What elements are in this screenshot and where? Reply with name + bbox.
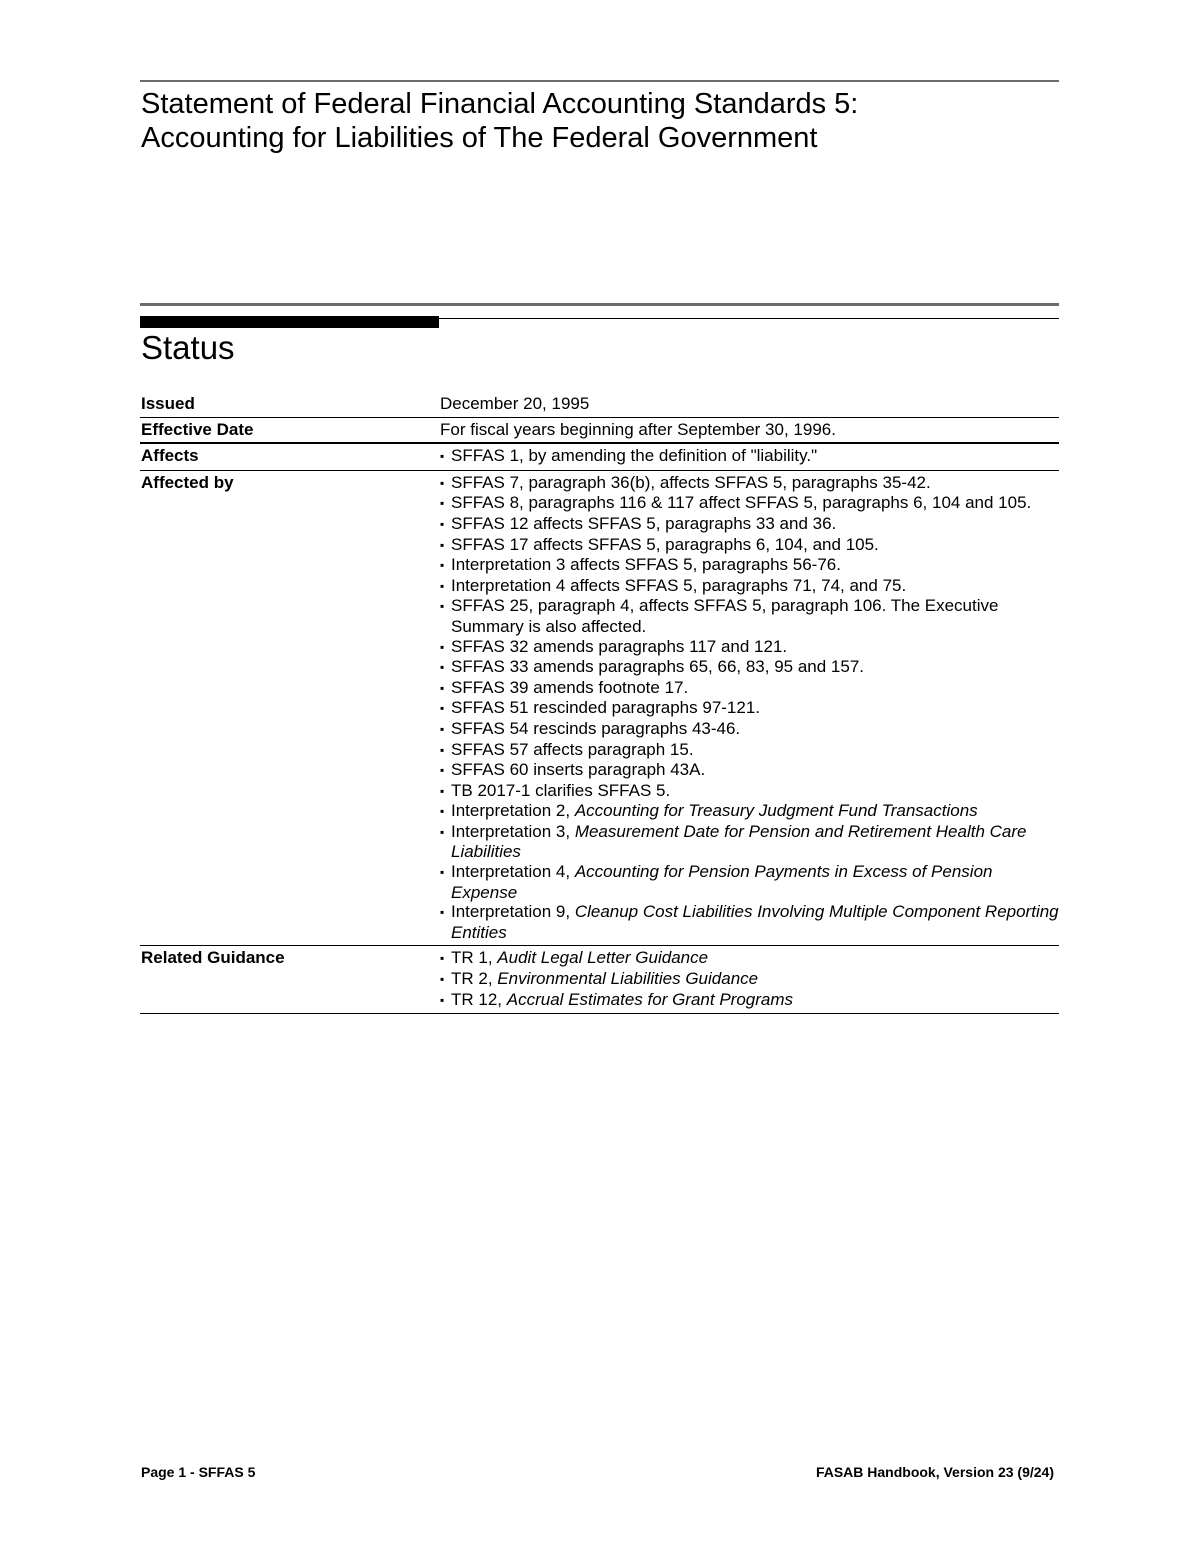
list-item: ▪ TR 12, Accrual Estimates for Grant Programs xyxy=(440,990,1059,1011)
affects-label: Affects xyxy=(141,446,199,466)
document-title xyxy=(141,87,1071,155)
row-related-guidance xyxy=(140,946,1059,1014)
status-heading: Status xyxy=(141,329,235,366)
footer-page-number: Page 1 - SFFAS 5 xyxy=(141,1464,256,1480)
list-item: ▪ TB 2017-1 clarifies SFFAS 5. xyxy=(440,781,1059,802)
status-bar xyxy=(140,316,439,328)
list-item: ▪ Interpretation 4 affects SFFAS 5, paragraphs 71, 74, and 75. xyxy=(440,576,1059,597)
related-list xyxy=(440,948,1059,1010)
document-title-ref: Accounting for Treasury Judgment Fund Transactions xyxy=(574,801,978,821)
title-line-2: Accounting for Liabilities of The Federal Government xyxy=(141,122,818,154)
issued-label: Issued xyxy=(141,394,195,413)
list-item: ▪ SFFAS 51 rescinded paragraphs 97-121. xyxy=(440,698,1059,719)
document-title-ref: Environmental Liabilities Guidance xyxy=(497,969,759,989)
list-item: ▪ SFFAS 57 affects paragraph 15. xyxy=(440,740,1059,761)
list-item: ▪ Interpretation 2, Accounting for Treasury Judgment Fund Transactions xyxy=(440,801,1059,822)
related-label: Related Guidance xyxy=(141,948,285,968)
list-item: ▪ SFFAS 7, paragraph 36(b), affects SFFAS 5, paragraphs 35-42. xyxy=(440,473,1059,494)
list-item: ▪ Interpretation 4, Accounting for Pension Payments in Excess of Pension Expense xyxy=(440,862,1059,902)
list-item: ▪ Interpretation 3, Measurement Date for Pension and Retirement Health Care Liabilities xyxy=(440,822,1059,862)
list-item: ▪ TR 2, Environmental Liabilities Guidance xyxy=(440,969,1059,990)
document-title-ref: Accounting for Pension Payments in Excess of Pension Expense xyxy=(451,862,993,902)
list-item: ▪ TR 1, Audit Legal Letter Guidance xyxy=(440,948,1059,969)
document-title-ref: Cleanup Cost Liabilities Involving Multiple Component Reporting Entities xyxy=(451,902,1059,942)
row-affects xyxy=(140,443,1059,470)
issued-value: December 20, 1995 xyxy=(440,394,590,413)
list-item: ▪ SFFAS 39 amends footnote 17. xyxy=(440,678,1059,699)
list-item: ▪ SFFAS 32 amends paragraphs 117 and 121. xyxy=(440,637,1059,658)
document-title-ref: Audit Legal Letter Guidance xyxy=(497,948,709,968)
effective-label: Effective Date xyxy=(141,419,254,439)
list-item: ▪ Interpretation 3 affects SFFAS 5, paragraphs 56-76. xyxy=(440,555,1059,576)
list-item: ▪ SFFAS 33 amends paragraphs 65, 66, 83, 95 and 157. xyxy=(440,657,1059,678)
row-effective-date xyxy=(140,417,1059,443)
list-item: ▪ SFFAS 54 rescinds paragraphs 43-46. xyxy=(440,719,1059,740)
list-item: ▪ SFFAS 8, paragraphs 116 & 117 affect SFFAS 5, paragraphs 6, 104 and 105. xyxy=(440,493,1059,514)
footer-handbook-version: FASAB Handbook, Version 23 (9/24) xyxy=(815,1464,1054,1480)
affected-by-list xyxy=(440,473,1059,943)
list-item: ▪ SFFAS 1, by amending the definition of "liability." xyxy=(440,446,1059,467)
top-rule xyxy=(140,80,1059,82)
row-affected-by xyxy=(140,470,1059,946)
document-title-ref: Measurement Date for Pension and Retirement Health Care Liabilities xyxy=(451,821,1027,862)
list-item: ▪ SFFAS 17 affects SFFAS 5, paragraphs 6, 104, and 105. xyxy=(440,535,1059,556)
list-item: ▪ SFFAS 25, paragraph 4, affects SFFAS 5, paragraph 106. The Executive Summary is also affected. xyxy=(440,596,1059,636)
title-line-1: Statement of Federal Financial Accounting Standards 5: xyxy=(141,88,859,120)
effective-value: For fiscal years beginning after September 30, 1996. xyxy=(440,419,836,439)
list-item: ▪ SFFAS 60 inserts paragraph 43A. xyxy=(440,760,1059,781)
status-rule xyxy=(140,303,1059,306)
affects-list xyxy=(440,446,1059,467)
list-item: ▪ Interpretation 9, Cleanup Cost Liabilities Involving Multiple Component Reporting Entities xyxy=(440,902,1059,942)
row-issued xyxy=(140,392,1059,417)
list-item: ▪ SFFAS 12 affects SFFAS 5, paragraphs 33 and 36. xyxy=(440,514,1059,535)
status-table xyxy=(140,392,1059,1014)
document-title-ref: Accrual Estimates for Grant Programs xyxy=(506,989,794,1009)
affected-by-label: Affected by xyxy=(141,472,234,492)
